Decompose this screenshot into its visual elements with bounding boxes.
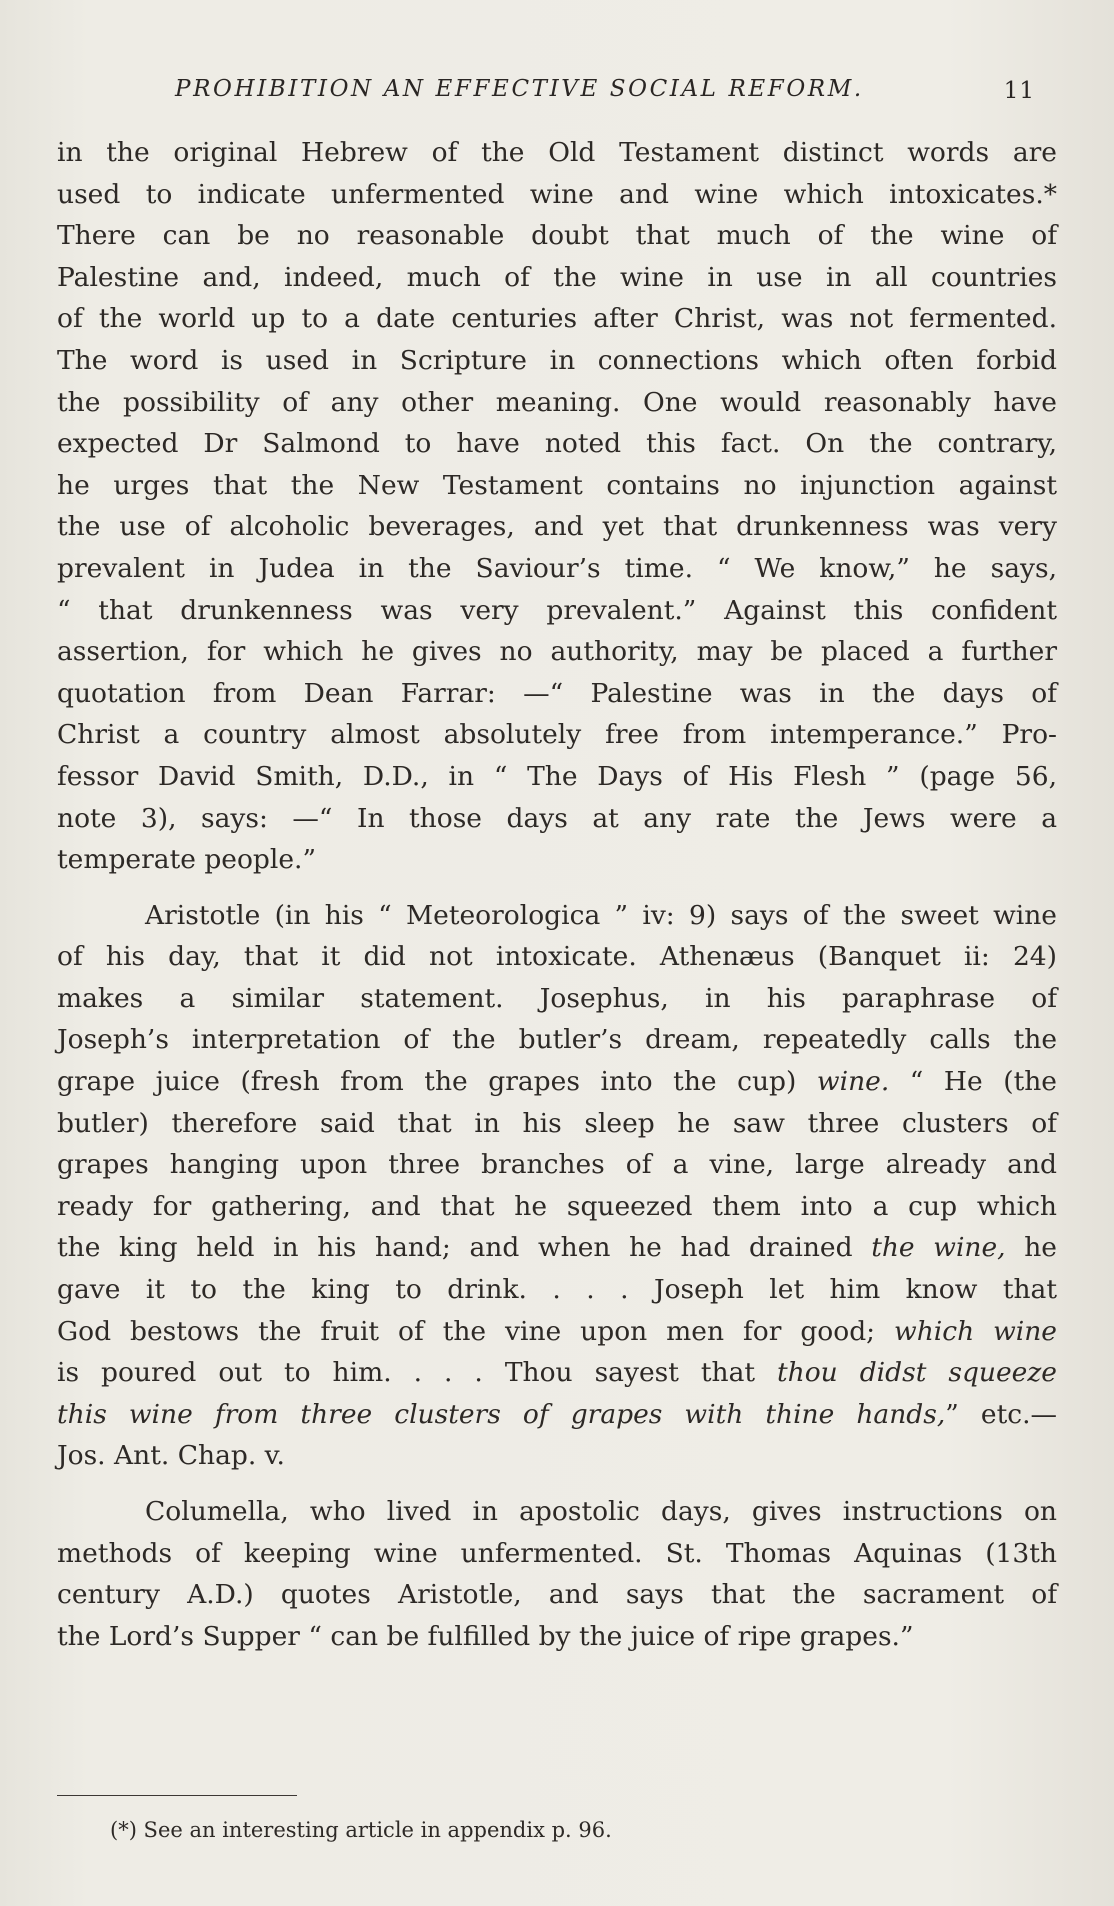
paragraph-1 bbox=[57, 132, 1057, 881]
text-run: he bbox=[1005, 1232, 1057, 1264]
italic-text: wine. bbox=[816, 1066, 890, 1098]
running-title: PROHIBITION AN EFFECTIVE SOCIAL REFORM. bbox=[175, 76, 864, 102]
text-run: the king held in his hand; and when he had drained bbox=[57, 1232, 872, 1264]
text-line: the possibility of any other meaning. One would reasonably have bbox=[57, 386, 1057, 418]
text-line: Jos. Ant. Chap. v. bbox=[57, 1440, 285, 1472]
text-line: assertion, for which he gives no authority, may be placed a further bbox=[57, 636, 1057, 668]
text-line bbox=[57, 1394, 1057, 1436]
text-line: ready for gathering, and that he squeezed them into a cup which bbox=[57, 1190, 1057, 1222]
text-line bbox=[57, 1311, 1057, 1353]
text-run: ” etc.— bbox=[945, 1398, 1057, 1430]
text-line: expected Dr Salmond to have noted this fact. On the contrary, bbox=[57, 428, 1057, 460]
text-line: The word is used in Scripture in connections which often forbid bbox=[57, 344, 1057, 376]
text-line: used to indicate unfermented wine and wine which intoxicates.* bbox=[57, 178, 1057, 210]
text-line: Christ a country almost absolutely free from intemperance.” Pro- bbox=[57, 719, 1057, 751]
text-line: note 3), says: —“ In those days at any rate the Jews were a bbox=[57, 802, 1057, 834]
text-line: makes a similar statement. Josephus, in his paraphrase of bbox=[57, 982, 1057, 1014]
page-number: 11 bbox=[1003, 78, 1035, 104]
text-run: grape juice (fresh from the grapes into the cup) bbox=[57, 1066, 817, 1098]
text-line: “ that drunkenness was very prevalent.” Against this confident bbox=[57, 594, 1057, 626]
text-line: century A.D.) quotes Aristotle, and says that the sacrament of bbox=[57, 1579, 1057, 1611]
italic-text: which wine bbox=[894, 1315, 1057, 1347]
paragraph-2 bbox=[57, 895, 1057, 1477]
text-line: Joseph’s interpretation of the butler’s dream, repeatedly calls the bbox=[57, 1024, 1057, 1056]
text-line: the use of alcoholic beverages, and yet that drunkenness was very bbox=[57, 511, 1057, 543]
text-line: Palestine and, indeed, much of the wine in use in all countries bbox=[57, 261, 1057, 293]
text-line: of the world up to a date centuries after Christ, was not fermented. bbox=[57, 303, 1057, 335]
text-line: gave it to the king to drink. . . . Joseph let him know that bbox=[57, 1274, 1057, 1306]
text-line: prevalent in Judea in the Saviour’s time. “ We know,” he says, bbox=[57, 552, 1057, 584]
text-run: “ He (the bbox=[889, 1066, 1057, 1098]
footnote: (*) See an interesting article in appendix p. 96. bbox=[110, 1818, 612, 1842]
text-line bbox=[57, 1227, 1057, 1269]
footnote-rule bbox=[57, 1795, 297, 1796]
text-line: butler) therefore said that in his sleep he saw three clusters of bbox=[57, 1107, 1057, 1139]
text-line: methods of keeping wine unfermented. St. Thomas Aquinas (13th bbox=[57, 1537, 1057, 1569]
text-line: in the original Hebrew of the Old Testament distinct words are bbox=[57, 137, 1057, 168]
italic-text: the wine, bbox=[871, 1232, 1006, 1264]
text-line: grapes hanging upon three branches of a vine, large already and bbox=[57, 1149, 1057, 1181]
text-run: God bestows the fruit of the vine upon men for good; bbox=[57, 1315, 895, 1347]
text-run: is poured out to him. . . . Thou sayest that bbox=[57, 1357, 777, 1389]
text-line: quotation from Dean Farrar: —“ Palestine was in the days of bbox=[57, 677, 1057, 709]
running-head bbox=[175, 76, 1035, 116]
text-line bbox=[57, 1352, 1057, 1394]
italic-text: thou didst squeeze bbox=[777, 1357, 1057, 1389]
body-text bbox=[57, 132, 1057, 1657]
text-line: of his day, that it did not intoxicate. Athenæus (Banquet ii: 24) bbox=[57, 941, 1057, 973]
text-line bbox=[57, 1061, 1057, 1103]
paragraph-3 bbox=[57, 1491, 1057, 1657]
text-line: Columella, who lived in apostolic days, gives instructions on bbox=[145, 1496, 1057, 1527]
text-line: temperate people.” bbox=[57, 844, 317, 876]
text-line: There can be no reasonable doubt that much of the wine of bbox=[57, 220, 1057, 252]
text-line: fessor David Smith, D.D., in “ The Days of His Flesh ” (page 56, bbox=[57, 760, 1057, 792]
text-line: Aristotle (in his “ Meteorologica ” iv: 9) says of the sweet wine bbox=[145, 899, 1057, 931]
text-line: he urges that the New Testament contains no injunction against bbox=[57, 469, 1057, 501]
italic-text: this wine from three clusters of grapes with thine hands, bbox=[57, 1398, 946, 1430]
text-line: the Lord’s Supper “ can be fulfilled by the juice of ripe grapes.” bbox=[57, 1620, 914, 1652]
